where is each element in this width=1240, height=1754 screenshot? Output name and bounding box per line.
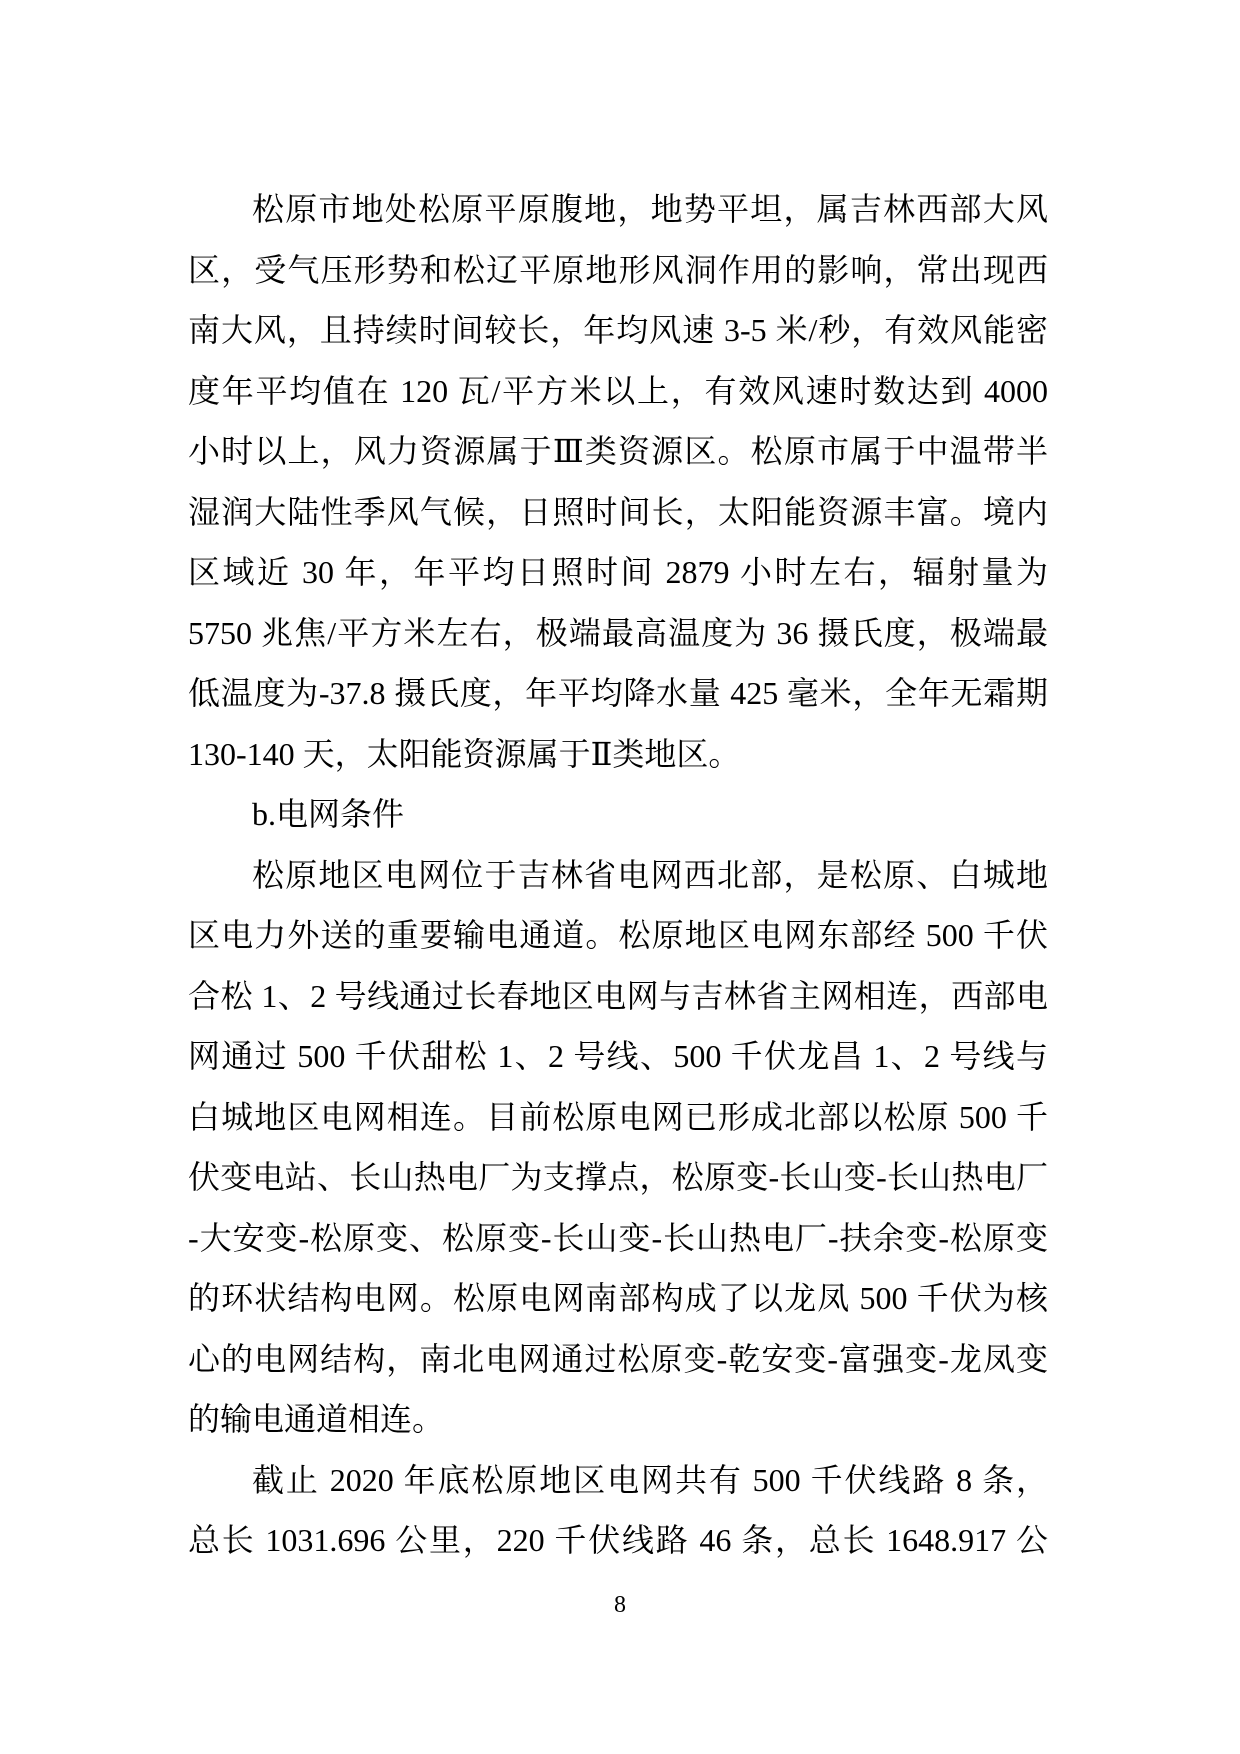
text-line: 区域近 30 年，年平均日照时间 2879 小时左右，辐射量为 — [188, 554, 1048, 590]
text-line: 合松 1、2 号线通过长春地区电网与吉林省主网相连，西部电 — [188, 977, 1048, 1014]
text-line: -大安变-松原变、松原变-长山变-长山热电厂-扶余变-松原变 — [188, 1219, 1048, 1256]
text-line: 截止 2020 年底松原地区电网共有 500 千伏线路 8 条， — [252, 1461, 1048, 1498]
text-line: 小时以上，风力资源属于Ⅲ类资源区。松原市属于中温带半 — [188, 433, 1048, 469]
document-body — [188, 179, 1048, 1571]
text-line: 松原地区电网位于吉林省电网西北部，是松原、白城地 — [252, 856, 1048, 893]
text-line: 白城地区电网相连。目前松原电网已形成北部以松原 500 千 — [188, 1098, 1048, 1135]
text-line: 湿润大陆性季风气候，日照时间长，太阳能资源丰富。境内 — [188, 493, 1048, 530]
text-line: 的环状结构电网。松原电网南部构成了以龙凤 500 千伏为核 — [188, 1280, 1048, 1316]
text-line: 区电力外送的重要输电通道。松原地区电网东部经 500 千伏 — [188, 917, 1048, 953]
text-line: 5750 兆焦/平方米左右，极端最高温度为 36 摄氏度，极端最 — [188, 614, 1048, 651]
text-line: 伏变电站、长山热电厂为支撑点，松原变-长山变-长山热电厂 — [188, 1159, 1048, 1195]
text-line: 的输电通道相连。 — [188, 1401, 445, 1437]
text-line: 心的电网结构，南北电网通过松原变-乾安变-富强变-龙凤变 — [188, 1340, 1048, 1377]
text-line: 度年平均值在 120 瓦/平方米以上，有效风速时数达到 4000 — [188, 372, 1048, 409]
text-line: 130-140 天，太阳能资源属于Ⅱ类地区。 — [188, 735, 741, 772]
text-line: 网通过 500 千伏甜松 1、2 号线、500 千伏龙昌 1、2 号线与 — [188, 1038, 1048, 1074]
text-line: 松原市地处松原平原腹地，地势平坦，属吉林西部大风 — [252, 191, 1048, 227]
page-number: 8 — [614, 1592, 626, 1618]
text-line: 南大风，且持续时间较长，年均风速 3-5 米/秒，有效风能密 — [188, 312, 1048, 348]
text-line: 区，受气压形势和松辽平原地形风洞作用的影响，常出现西 — [188, 251, 1048, 288]
text-line: 总长 1031.696 公里，220 千伏线路 46 条，总长 1648.917 公 — [188, 1522, 1048, 1558]
section-heading-b: b.电网条件 — [252, 796, 405, 832]
text-line: 低温度为-37.8 摄氏度，年平均降水量 425 毫米，全年无霜期 — [188, 675, 1048, 711]
